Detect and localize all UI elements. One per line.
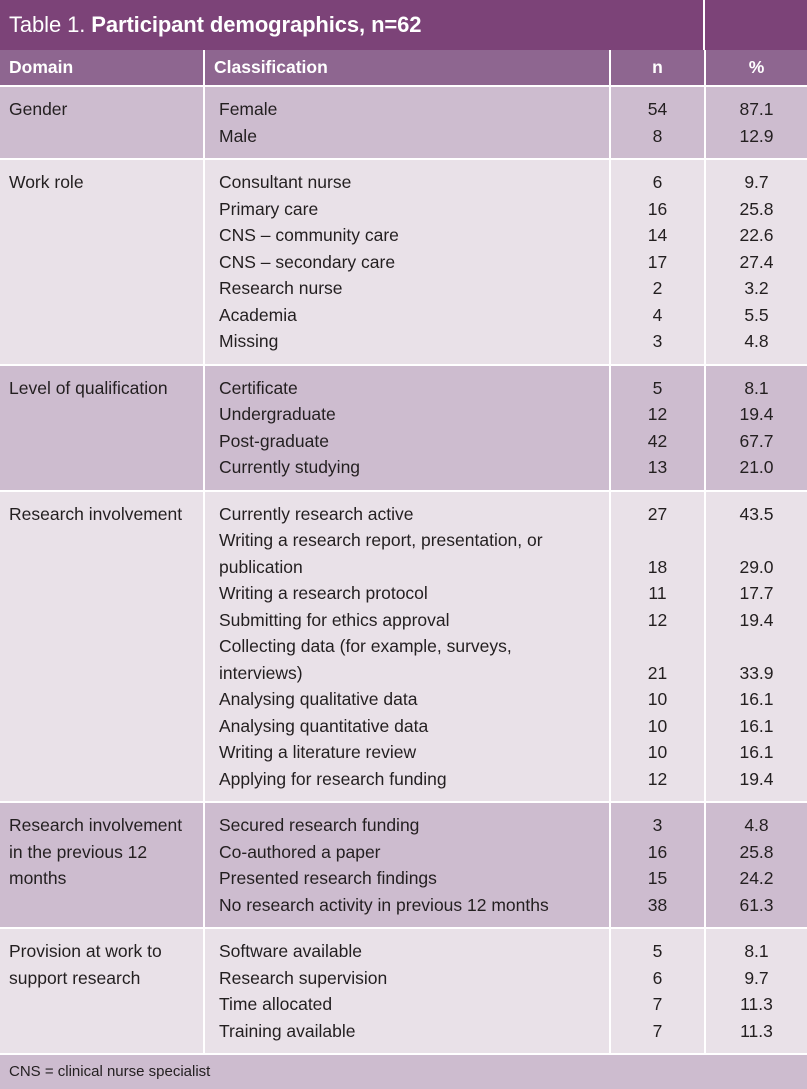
domain-cell bbox=[0, 365, 204, 491]
count-value: 12 bbox=[647, 768, 668, 789]
table-number-label: Table 1. bbox=[9, 12, 86, 37]
column-header-percent: % bbox=[705, 50, 807, 86]
percent-value: 21.0 bbox=[739, 457, 774, 477]
classification-label: Primary care bbox=[219, 198, 319, 219]
spacer-line bbox=[706, 527, 807, 554]
domain-cell bbox=[0, 928, 204, 1054]
classification-label: Presented research findings bbox=[219, 868, 437, 888]
count-cell bbox=[610, 159, 705, 365]
percent-value: 24.2 bbox=[739, 868, 774, 888]
classification-label: CNS – community care bbox=[219, 225, 399, 245]
domain-cell bbox=[0, 491, 204, 803]
percent-value: 87.1 bbox=[739, 99, 774, 119]
domain-cell bbox=[0, 802, 204, 928]
classification-label: Missing bbox=[219, 331, 279, 351]
classification-cell bbox=[204, 491, 610, 803]
classification-label: Secured research funding bbox=[219, 815, 420, 835]
count-value: 12 bbox=[647, 609, 668, 630]
table-title-text: Participant demographics, n=62 bbox=[91, 12, 422, 37]
count-value: 4 bbox=[652, 304, 663, 325]
classification-label: Research nurse bbox=[219, 278, 343, 298]
percent-value: 19.4 bbox=[739, 404, 774, 424]
count-value: 13 bbox=[647, 457, 668, 477]
count-value: 12 bbox=[647, 404, 668, 424]
percent-value: 67.7 bbox=[739, 430, 774, 451]
table-caption bbox=[0, 14, 421, 36]
table-section bbox=[0, 802, 807, 928]
percent-value: 25.8 bbox=[739, 841, 774, 862]
spacer-line bbox=[706, 633, 807, 660]
classification-cell bbox=[204, 86, 610, 159]
table-section bbox=[0, 491, 807, 803]
classification-label: Post-graduate bbox=[219, 430, 329, 451]
count-value: 17 bbox=[647, 251, 668, 272]
percent-cell bbox=[705, 365, 807, 491]
count-cell bbox=[610, 802, 705, 928]
count-value: 2 bbox=[652, 278, 663, 298]
classification-label: Submitting for ethics approval bbox=[219, 609, 450, 630]
column-header-domain: Domain bbox=[0, 50, 204, 86]
percent-value: 11.3 bbox=[740, 994, 773, 1014]
count-cell bbox=[610, 365, 705, 491]
classification-label: Software available bbox=[219, 941, 362, 961]
count-value: 10 bbox=[647, 689, 668, 709]
classification-cell bbox=[204, 365, 610, 491]
classification-label: Time allocated bbox=[219, 994, 333, 1014]
count-value: 7 bbox=[652, 994, 663, 1014]
domain-label: Work role bbox=[9, 172, 84, 192]
classification-label: Analysing qualitative data bbox=[219, 689, 418, 709]
table-body bbox=[0, 86, 807, 1054]
classification-label: Certificate bbox=[219, 377, 298, 398]
domain-cell bbox=[0, 159, 204, 365]
classification-label: Female bbox=[219, 99, 278, 119]
percent-value: 4.8 bbox=[744, 331, 769, 351]
classification-label: Male bbox=[219, 125, 257, 146]
count-value: 7 bbox=[652, 1020, 663, 1041]
classification-label: Undergraduate bbox=[219, 404, 336, 424]
percent-value: 17.7 bbox=[739, 583, 774, 603]
table-footnote-row bbox=[0, 1054, 807, 1089]
classification-label: Currently studying bbox=[219, 457, 361, 477]
classification-label: CNS – secondary care bbox=[219, 251, 396, 272]
classification-label: Analysing quantitative data bbox=[219, 715, 429, 736]
classification-label: Research supervision bbox=[219, 967, 388, 988]
count-cell bbox=[610, 928, 705, 1054]
percent-value: 61.3 bbox=[739, 894, 774, 915]
count-value: 5 bbox=[652, 377, 663, 398]
classification-cell bbox=[204, 928, 610, 1054]
data-table bbox=[0, 50, 807, 1089]
count-value: 18 bbox=[647, 556, 668, 577]
percent-value: 43.5 bbox=[739, 503, 774, 524]
footnote-text: CNS = clinical nurse specialist bbox=[0, 1054, 807, 1089]
domain-label: Gender bbox=[9, 99, 68, 119]
classification-label: Applying for research funding bbox=[219, 768, 447, 789]
classification-label: Co-authored a paper bbox=[219, 841, 381, 862]
count-value: 6 bbox=[652, 967, 663, 988]
column-header-n: n bbox=[610, 50, 705, 86]
percent-value: 16.1 bbox=[739, 689, 774, 709]
count-value: 15 bbox=[647, 868, 668, 888]
count-value: 11 bbox=[648, 583, 667, 603]
classification-cell bbox=[204, 159, 610, 365]
domain-label: Level of qualification bbox=[9, 377, 168, 398]
domain-label: Provision at work to support research bbox=[9, 941, 162, 988]
classification-label: Writing a literature review bbox=[219, 742, 417, 762]
percent-value: 8.1 bbox=[744, 377, 769, 398]
percent-value: 33.9 bbox=[739, 662, 774, 683]
percent-value: 9.7 bbox=[744, 967, 769, 988]
table-section bbox=[0, 928, 807, 1054]
column-header-classification: Classification bbox=[204, 50, 610, 86]
classification-cell bbox=[204, 802, 610, 928]
classification-label: Collecting data (for example, surveys, interviews) bbox=[219, 636, 512, 683]
percent-value: 5.5 bbox=[744, 304, 769, 325]
percent-value: 8.1 bbox=[744, 941, 769, 961]
count-value: 38 bbox=[647, 894, 668, 915]
classification-label: Consultant nurse bbox=[219, 172, 352, 192]
table-title-bar bbox=[0, 0, 807, 50]
percent-cell bbox=[705, 86, 807, 159]
percent-value: 11.3 bbox=[740, 1020, 773, 1041]
classification-label: Writing a research protocol bbox=[219, 583, 428, 603]
count-value: 21 bbox=[647, 662, 668, 683]
count-value: 42 bbox=[647, 430, 668, 451]
count-value: 5 bbox=[652, 941, 663, 961]
percent-value: 16.1 bbox=[739, 715, 774, 736]
table-section bbox=[0, 159, 807, 365]
percent-cell bbox=[705, 802, 807, 928]
spacer-line bbox=[611, 633, 704, 660]
count-value: 10 bbox=[647, 715, 668, 736]
percent-value: 25.8 bbox=[739, 198, 774, 219]
percent-cell bbox=[705, 159, 807, 365]
count-value: 6 bbox=[652, 172, 663, 192]
classification-label: No research activity in previous 12 months bbox=[219, 894, 549, 915]
count-cell bbox=[610, 491, 705, 803]
count-value: 16 bbox=[647, 198, 668, 219]
percent-cell bbox=[705, 928, 807, 1054]
classification-label: Currently research active bbox=[219, 503, 414, 524]
count-value: 3 bbox=[652, 331, 663, 351]
percent-cell bbox=[705, 491, 807, 803]
table-section bbox=[0, 365, 807, 491]
percent-value: 19.4 bbox=[739, 768, 774, 789]
spacer-line bbox=[611, 527, 704, 554]
count-cell bbox=[610, 86, 705, 159]
percent-value: 16.1 bbox=[739, 742, 774, 762]
percent-value: 27.4 bbox=[739, 251, 774, 272]
count-value: 8 bbox=[652, 125, 663, 146]
percent-value: 19.4 bbox=[739, 609, 774, 630]
percent-value: 22.6 bbox=[739, 225, 774, 245]
domain-label: Research involvement in the previous 12 months bbox=[9, 815, 183, 888]
count-value: 27 bbox=[647, 503, 668, 524]
classification-label: Writing a research report, presentation, or publication bbox=[219, 530, 543, 577]
percent-value: 29.0 bbox=[739, 556, 774, 577]
count-value: 14 bbox=[647, 225, 668, 245]
domain-cell bbox=[0, 86, 204, 159]
count-value: 3 bbox=[652, 815, 663, 835]
percent-value: 9.7 bbox=[744, 172, 769, 192]
count-value: 54 bbox=[647, 99, 668, 119]
percent-value: 12.9 bbox=[739, 125, 774, 146]
count-value: 16 bbox=[647, 841, 668, 862]
table-header-row bbox=[0, 50, 807, 86]
table-section bbox=[0, 86, 807, 159]
title-bar-divider bbox=[703, 0, 705, 50]
percent-value: 3.2 bbox=[744, 278, 769, 298]
percent-value: 4.8 bbox=[744, 815, 769, 835]
classification-label: Training available bbox=[219, 1020, 356, 1041]
classification-label: Academia bbox=[219, 304, 297, 325]
domain-label: Research involvement bbox=[9, 503, 183, 524]
count-value: 10 bbox=[647, 742, 668, 762]
